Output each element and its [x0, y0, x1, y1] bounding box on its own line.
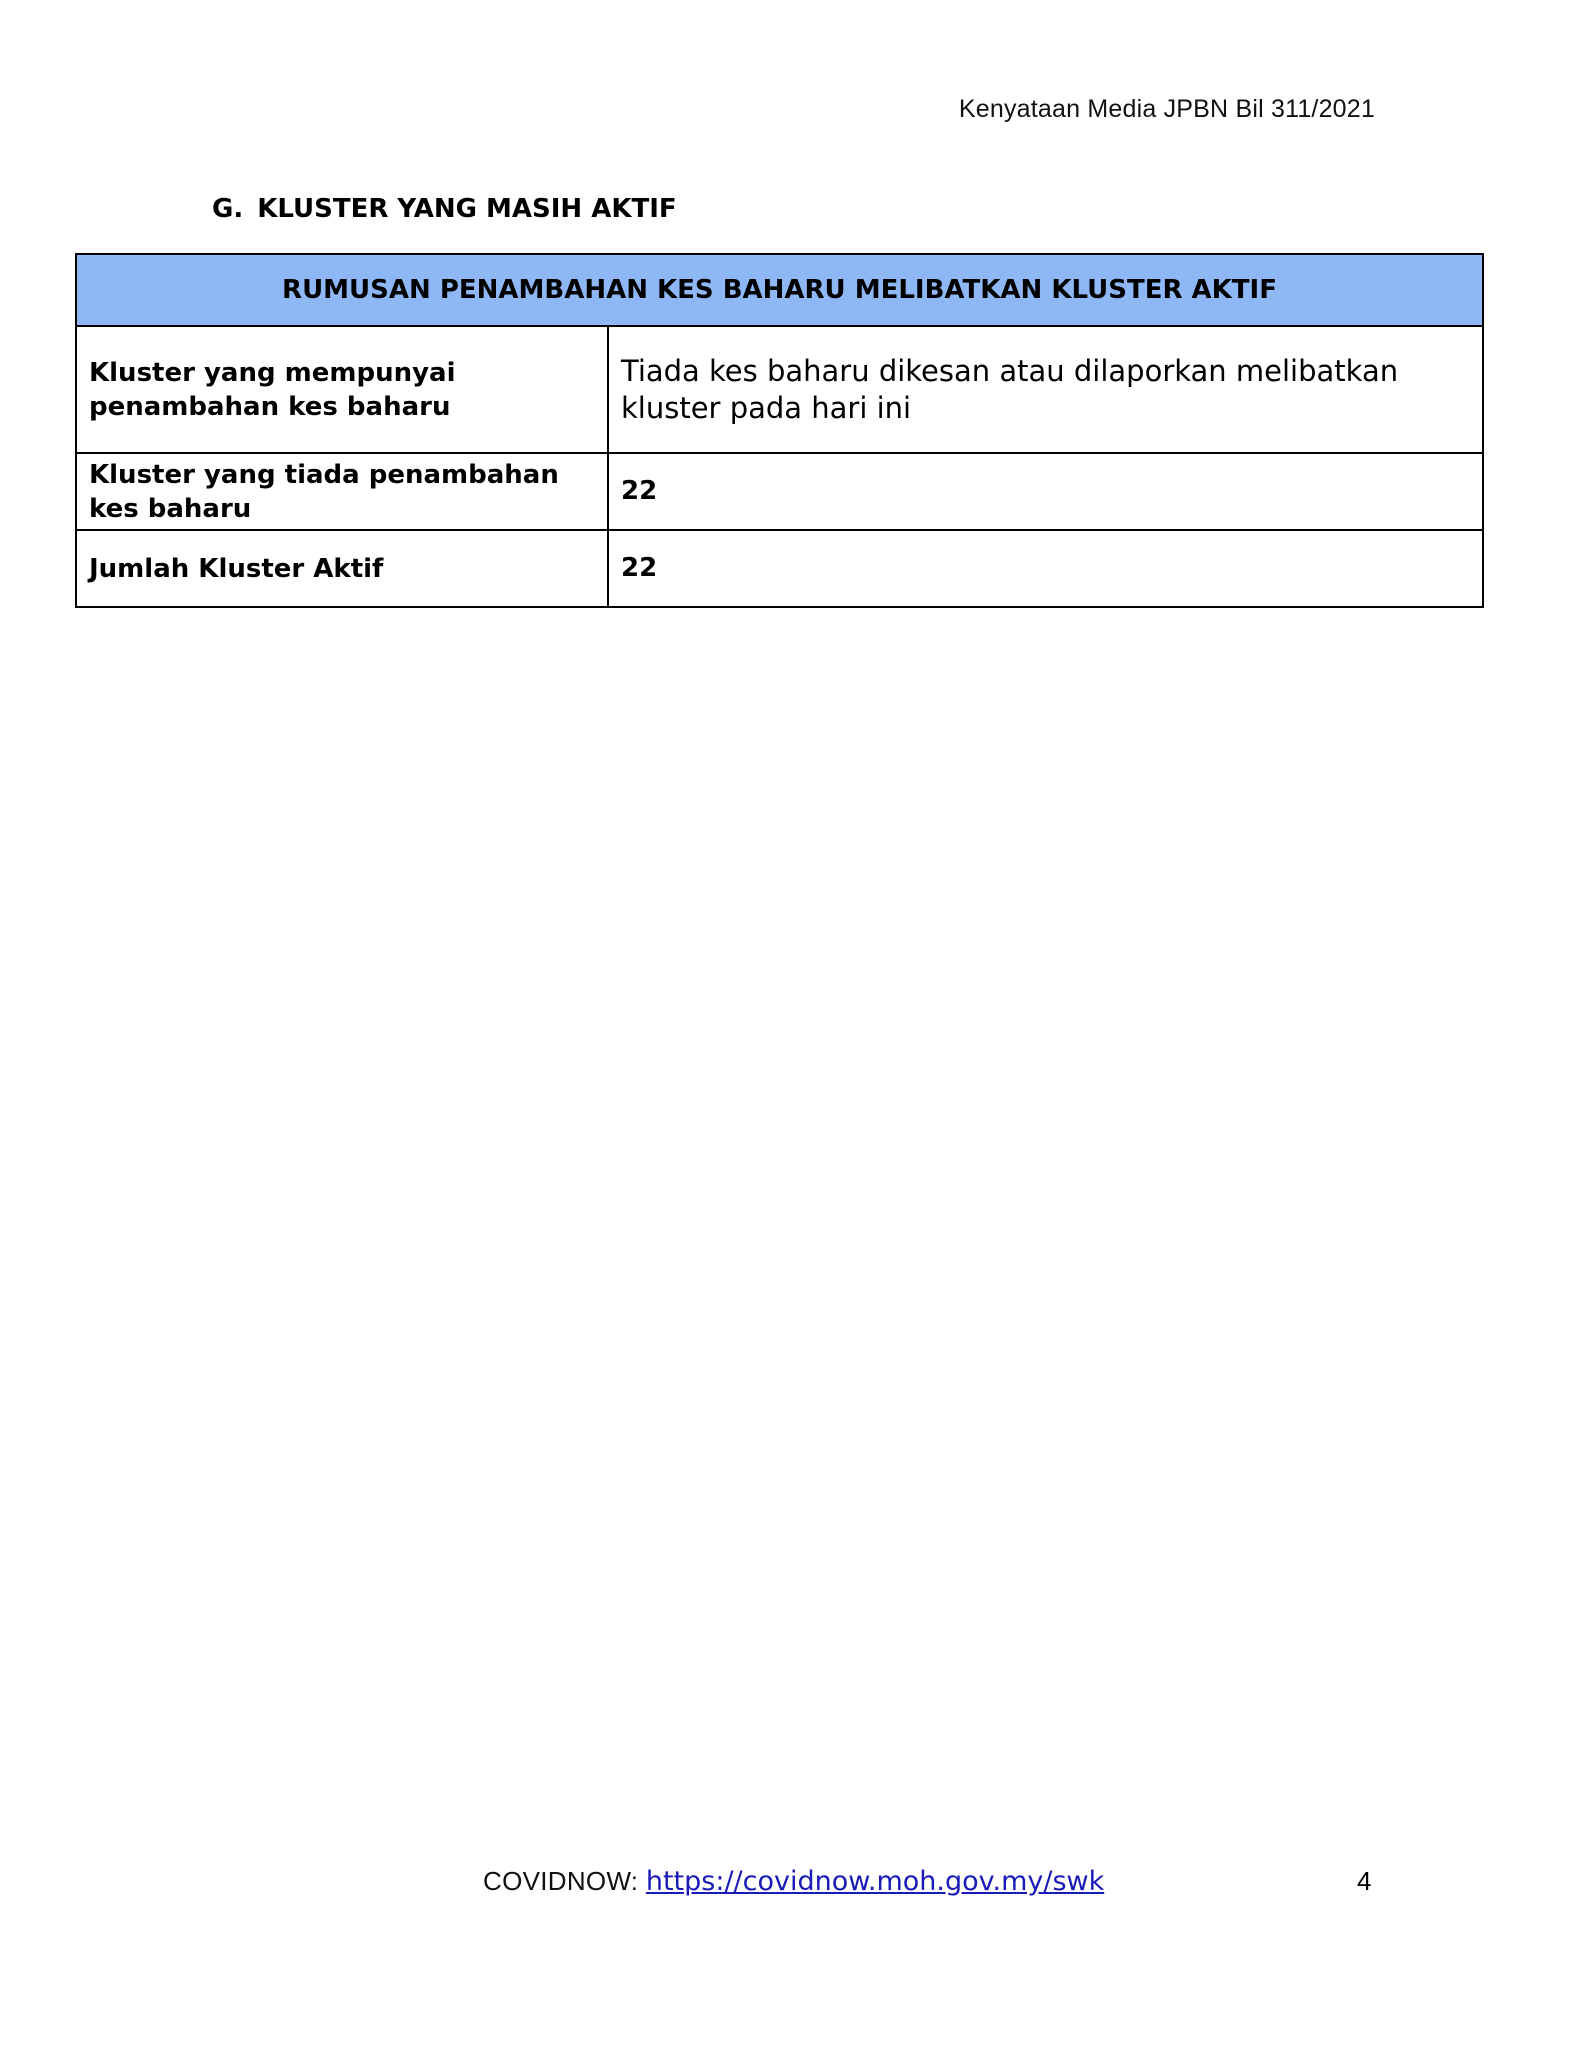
section-heading — [212, 194, 677, 224]
page-number: 4 — [1357, 1866, 1372, 1896]
covidnow-link[interactable]: https://covidnow.moh.gov.my/swk — [645, 1866, 1105, 1897]
table-header-row — [76, 254, 1483, 326]
section-title: KLUSTER YANG MASIH AKTIF — [257, 194, 677, 224]
table-row — [76, 453, 1483, 530]
active-cluster-summary-table — [75, 253, 1484, 608]
row-value-total-active-clusters: 22 — [608, 530, 1483, 607]
media-statement-reference: Kenyataan Media JPBN Bil 311/2021 — [958, 95, 1375, 123]
section-letter: G. — [212, 194, 244, 224]
row-label-clusters-with-new-cases: Kluster yang mempunyai penambahan kes baharu — [76, 326, 608, 453]
table-row — [76, 326, 1483, 453]
row-label-clusters-without-new-cases: Kluster yang tiada penambahan kes baharu — [76, 453, 608, 530]
table-row — [76, 530, 1483, 607]
footer — [483, 1866, 1104, 1897]
row-value-clusters-with-new-cases: Tiada kes baharu dikesan atau dilaporkan melibatkan kluster pada hari ini — [608, 326, 1483, 453]
table-heading: RUMUSAN PENAMBAHAN KES BAHARU MELIBATKAN KLUSTER AKTIF — [76, 254, 1483, 326]
row-value-clusters-without-new-cases: 22 — [608, 453, 1483, 530]
row-label-total-active-clusters: Jumlah Kluster Aktif — [76, 530, 608, 607]
footer-prefix: COVIDNOW: — [483, 1866, 646, 1896]
